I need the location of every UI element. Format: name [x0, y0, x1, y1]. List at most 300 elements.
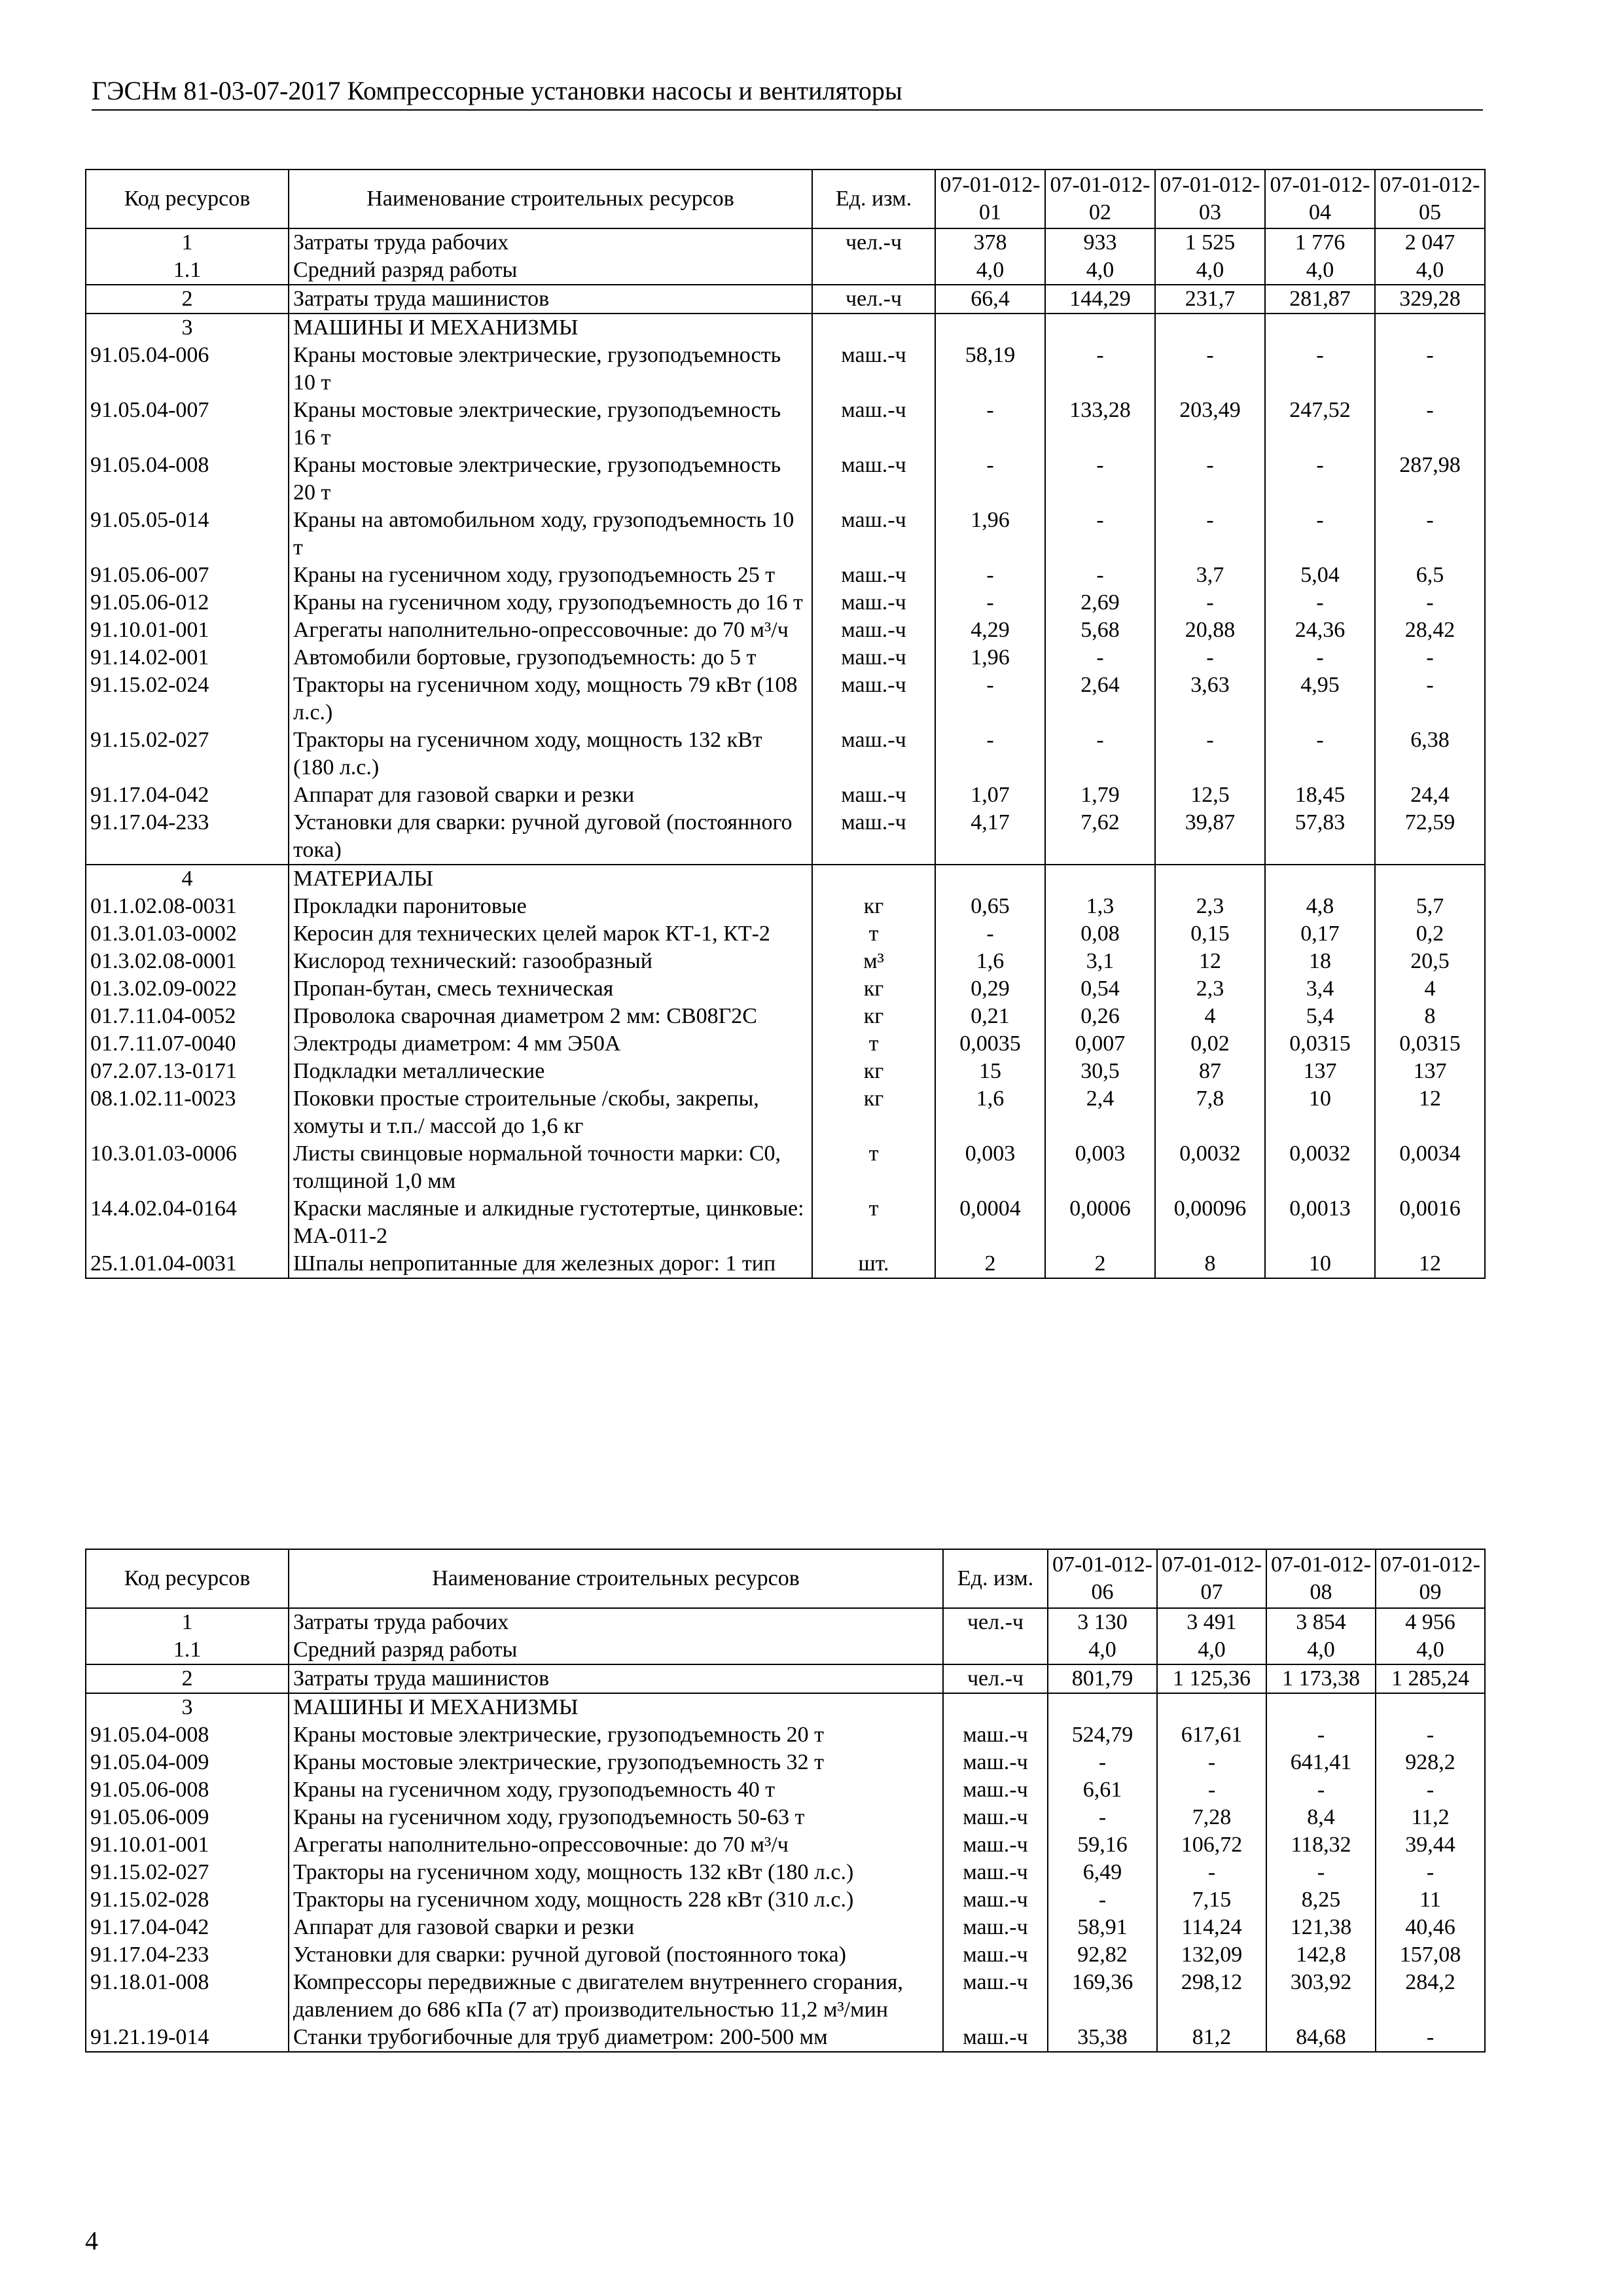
norm-value: 133,28 — [1045, 397, 1155, 452]
resource-name: Агрегаты наполнительно-опрессовочные: до 70 м³/ч — [289, 617, 812, 644]
norm-value: - — [1048, 1804, 1157, 1831]
resource-code: 91.05.04-008 — [86, 452, 289, 507]
resource-name: Краны на гусеничном ходу, грузоподъемность 25 т — [289, 562, 812, 589]
norm-value: 4,8 — [1265, 893, 1375, 920]
norm-value: 0,29 — [935, 975, 1045, 1003]
norm-value: 5,04 — [1265, 562, 1375, 589]
norm-value: - — [1265, 452, 1375, 507]
norm-value: 11,2 — [1376, 1804, 1485, 1831]
norm-value: 3 491 — [1157, 1608, 1266, 1636]
norm-value: 2,64 — [1045, 672, 1155, 726]
norm-value: - — [1265, 507, 1375, 562]
norm-value: 3,4 — [1265, 975, 1375, 1003]
resource-unit — [943, 1693, 1048, 1721]
norm-value: 0,0034 — [1375, 1140, 1485, 1195]
resource-unit: маш.-ч — [812, 809, 935, 865]
resource-code: 07.2.07.13-0171 — [86, 1058, 289, 1085]
norm-value: 3,63 — [1155, 672, 1265, 726]
resource-code: 01.3.01.03-0002 — [86, 920, 289, 948]
norm-value: 81,2 — [1157, 2024, 1266, 2052]
resource-name: Краны мостовые электрические, грузоподъемность 20 т — [289, 452, 812, 507]
norm-value: 203,49 — [1155, 397, 1265, 452]
norm-value: 617,61 — [1157, 1721, 1266, 1749]
resource-code: 01.3.02.08-0001 — [86, 948, 289, 975]
norm-value: 7,8 — [1155, 1085, 1265, 1140]
resource-unit: маш.-ч — [943, 1859, 1048, 1886]
norm-value: - — [1045, 562, 1155, 589]
norm-value: 1,6 — [935, 1085, 1045, 1140]
norm-value: - — [1375, 644, 1485, 672]
resource-name: Керосин для технических целей марок КТ-1, КТ-2 — [289, 920, 812, 948]
norm-value: - — [935, 589, 1045, 617]
norm-value: 5,4 — [1265, 1003, 1375, 1030]
norm-value: 137 — [1265, 1058, 1375, 1085]
norm-value: - — [1155, 644, 1265, 672]
norm-value: 0,54 — [1045, 975, 1155, 1003]
norm-value: 378 — [935, 228, 1045, 257]
norm-value: 0,0006 — [1045, 1195, 1155, 1250]
col-header-norm: 07-01-012-01 — [935, 170, 1045, 228]
resource-code: 91.10.01-001 — [86, 1831, 289, 1859]
norm-value: - — [1155, 452, 1265, 507]
resource-unit: маш.-ч — [943, 1969, 1048, 2024]
norm-value: 247,52 — [1265, 397, 1375, 452]
norm-value: 1 125,36 — [1157, 1664, 1266, 1693]
norm-value: 8 — [1155, 1250, 1265, 1278]
norm-value: 39,44 — [1376, 1831, 1485, 1859]
resource-unit — [812, 314, 935, 342]
norm-value: 4,0 — [935, 257, 1045, 285]
norm-value: 303,92 — [1266, 1969, 1376, 2024]
table-header-row — [86, 170, 1485, 228]
norm-value: - — [1266, 1859, 1376, 1886]
norm-value: - — [1376, 1721, 1485, 1749]
col-header-unit: Ед. изм. — [943, 1549, 1048, 1608]
norm-value: - — [935, 562, 1045, 589]
resource-code: 91.18.01-008 — [86, 1969, 289, 2024]
page-header: ГЭСНм 81-03-07-2017 Компрессорные установки насосы и вентиляторы — [92, 75, 1483, 111]
norm-value: - — [1265, 644, 1375, 672]
resource-unit: чел.-ч — [943, 1664, 1048, 1693]
norm-value: 137 — [1375, 1058, 1485, 1085]
norm-value: - — [1155, 726, 1265, 781]
resource-unit: маш.-ч — [812, 589, 935, 617]
table-row — [86, 1664, 1485, 1693]
norm-value: 24,36 — [1265, 617, 1375, 644]
col-header-name: Наименование строительных ресурсов — [289, 170, 812, 228]
norm-value: 87 — [1155, 1058, 1265, 1085]
table-row — [86, 1941, 1485, 1969]
norm-value — [1265, 314, 1375, 342]
resource-name: Тракторы на гусеничном ходу, мощность 79 кВт (108 л.с.) — [289, 672, 812, 726]
norm-value: 641,41 — [1266, 1749, 1376, 1776]
resource-code: 91.17.04-042 — [86, 781, 289, 809]
norm-value: - — [1376, 2024, 1485, 2052]
resource-code: 1.1 — [86, 257, 289, 285]
norm-value: 4 956 — [1376, 1608, 1485, 1636]
norm-value: - — [935, 726, 1045, 781]
resource-name: Кислород технический: газообразный — [289, 948, 812, 975]
norm-value: 6,5 — [1375, 562, 1485, 589]
norm-value: 2,3 — [1155, 893, 1265, 920]
resource-name: Компрессоры передвижные с двигателем внутреннего сгорания, давлением до 686 кПа (7 ат) производительностью 11,2 м³/мин — [289, 1969, 943, 2024]
table-row — [86, 1140, 1485, 1195]
resource-name: Аппарат для газовой сварки и резки — [289, 781, 812, 809]
resource-code: 01.3.02.09-0022 — [86, 975, 289, 1003]
norm-value — [1375, 314, 1485, 342]
norm-value: - — [1155, 589, 1265, 617]
norm-value: 1,3 — [1045, 893, 1155, 920]
norm-value: - — [1157, 1776, 1266, 1804]
norm-value: 20,88 — [1155, 617, 1265, 644]
resource-unit: маш.-ч — [943, 1804, 1048, 1831]
norm-value: 0,003 — [935, 1140, 1045, 1195]
norm-value: 524,79 — [1048, 1721, 1157, 1749]
resource-code: 91.15.02-024 — [86, 672, 289, 726]
resource-name: Краны мостовые электрические, грузоподъемность 32 т — [289, 1749, 943, 1776]
resource-name: Автомобили бортовые, грузоподъемность: до 5 т — [289, 644, 812, 672]
norm-value: - — [1375, 507, 1485, 562]
table-row — [86, 1721, 1485, 1749]
resource-name: Агрегаты наполнительно-опрессовочные: до 70 м³/ч — [289, 1831, 943, 1859]
norm-value: 66,4 — [935, 285, 1045, 314]
resource-code: 91.05.06-007 — [86, 562, 289, 589]
resource-name: МАШИНЫ И МЕХАНИЗМЫ — [289, 314, 812, 342]
norm-value: 4,17 — [935, 809, 1045, 865]
resource-name: Электроды диаметром: 4 мм Э50А — [289, 1030, 812, 1058]
resource-name: Затраты труда машинистов — [289, 1664, 943, 1693]
resource-unit: кг — [812, 1058, 935, 1085]
norm-value: - — [1155, 507, 1265, 562]
resource-unit: кг — [812, 893, 935, 920]
norm-value: 0,0016 — [1375, 1195, 1485, 1250]
norm-value: 0,2 — [1375, 920, 1485, 948]
table-row — [86, 562, 1485, 589]
col-header-unit: Ед. изм. — [812, 170, 935, 228]
table-row — [86, 507, 1485, 562]
norm-value: - — [1266, 1776, 1376, 1804]
norm-value: 10 — [1265, 1085, 1375, 1140]
resource-unit — [812, 865, 935, 893]
norm-value: 2,69 — [1045, 589, 1155, 617]
norm-value: 0,15 — [1155, 920, 1265, 948]
norm-value: - — [1376, 1776, 1485, 1804]
table-row — [86, 1914, 1485, 1941]
resource-name: Краны на гусеничном ходу, грузоподъемность 50-63 т — [289, 1804, 943, 1831]
resource-unit: маш.-ч — [812, 781, 935, 809]
norm-value: 0,65 — [935, 893, 1045, 920]
norm-value: - — [1045, 507, 1155, 562]
norm-value: 801,79 — [1048, 1664, 1157, 1693]
norm-value: 3 854 — [1266, 1608, 1376, 1636]
resource-unit: маш.-ч — [812, 726, 935, 781]
resource-name: Пропан-бутан, смесь техническая — [289, 975, 812, 1003]
norm-value: - — [1045, 452, 1155, 507]
norm-value: - — [1265, 589, 1375, 617]
norm-value: 4,0 — [1266, 1636, 1376, 1664]
resource-code: 3 — [86, 314, 289, 342]
norm-value: 5,68 — [1045, 617, 1155, 644]
resource-code: 91.05.06-012 — [86, 589, 289, 617]
table-row — [86, 1859, 1485, 1886]
norm-value: 15 — [935, 1058, 1045, 1085]
norm-value: 1,96 — [935, 507, 1045, 562]
resource-unit: т — [812, 920, 935, 948]
norm-value: 3,1 — [1045, 948, 1155, 975]
resource-unit: кг — [812, 1003, 935, 1030]
resource-unit: чел.-ч — [812, 228, 935, 257]
resource-name: Подкладки металлические — [289, 1058, 812, 1085]
norm-value: 35,38 — [1048, 2024, 1157, 2052]
norm-value: 59,16 — [1048, 1831, 1157, 1859]
table-row — [86, 1058, 1485, 1085]
norm-value — [1045, 865, 1155, 893]
resource-unit: маш.-ч — [812, 342, 935, 397]
norm-value: 4 — [1155, 1003, 1265, 1030]
norm-value: - — [1155, 342, 1265, 397]
resource-unit: т — [812, 1030, 935, 1058]
norm-value: - — [1045, 726, 1155, 781]
norm-value: 0,26 — [1045, 1003, 1155, 1030]
norm-value: 1 525 — [1155, 228, 1265, 257]
norm-value: 157,08 — [1376, 1941, 1485, 1969]
norm-value: 3 130 — [1048, 1608, 1157, 1636]
norm-value — [935, 865, 1045, 893]
norm-value: - — [1266, 1721, 1376, 1749]
resource-code: 91.15.02-028 — [86, 1886, 289, 1914]
table-row — [86, 644, 1485, 672]
norm-value — [1045, 314, 1155, 342]
norm-value: 84,68 — [1266, 2024, 1376, 2052]
col-header-norm: 07-01-012-04 — [1265, 170, 1375, 228]
resource-unit: маш.-ч — [943, 1914, 1048, 1941]
col-header-norm: 07-01-012-05 — [1375, 170, 1485, 228]
resource-name: Краны на гусеничном ходу, грузоподъемность до 16 т — [289, 589, 812, 617]
norm-value: 933 — [1045, 228, 1155, 257]
table-row — [86, 257, 1485, 285]
norm-value: 4,0 — [1155, 257, 1265, 285]
table-row — [86, 920, 1485, 948]
norm-value: 58,91 — [1048, 1914, 1157, 1941]
table-row — [86, 975, 1485, 1003]
resource-code: 91.05.04-008 — [86, 1721, 289, 1749]
norm-value: 4,0 — [1157, 1636, 1266, 1664]
resource-unit: маш.-ч — [943, 1721, 1048, 1749]
norm-value — [935, 314, 1045, 342]
norm-value: 6,61 — [1048, 1776, 1157, 1804]
norm-value: 1,6 — [935, 948, 1045, 975]
norm-value: 4,29 — [935, 617, 1045, 644]
norm-value: 24,4 — [1375, 781, 1485, 809]
norm-value — [1157, 1693, 1266, 1721]
resource-code: 2 — [86, 1664, 289, 1693]
resource-unit: маш.-ч — [943, 2024, 1048, 2052]
resource-name: Затраты труда машинистов — [289, 285, 812, 314]
table-row — [86, 342, 1485, 397]
norm-value: - — [1375, 397, 1485, 452]
norm-value: 0,0032 — [1265, 1140, 1375, 1195]
table-row — [86, 1250, 1485, 1278]
resource-unit: маш.-ч — [812, 644, 935, 672]
table-row — [86, 893, 1485, 920]
resource-unit: чел.-ч — [943, 1608, 1048, 1636]
norm-value: 4,0 — [1265, 257, 1375, 285]
norm-value: 2 — [1045, 1250, 1155, 1278]
norm-value: 0,00096 — [1155, 1195, 1265, 1250]
norm-value: 114,24 — [1157, 1914, 1266, 1941]
resource-unit: т — [812, 1140, 935, 1195]
col-header-norm: 07-01-012-03 — [1155, 170, 1265, 228]
resource-name: Краски масляные и алкидные густотертые, цинковые: МА-011-2 — [289, 1195, 812, 1250]
norm-value: 8,4 — [1266, 1804, 1376, 1831]
norm-value: - — [1157, 1749, 1266, 1776]
norm-value: - — [1375, 342, 1485, 397]
norm-value: 11 — [1376, 1886, 1485, 1914]
resource-unit: маш.-ч — [812, 452, 935, 507]
resource-code: 01.1.02.08-0031 — [86, 893, 289, 920]
table-row — [86, 228, 1485, 257]
norm-value: 58,19 — [935, 342, 1045, 397]
norm-value: 0,08 — [1045, 920, 1155, 948]
norm-value: - — [935, 672, 1045, 726]
table-row — [86, 314, 1485, 342]
resource-name: Краны на автомобильном ходу, грузоподъемность 10 т — [289, 507, 812, 562]
norm-value: 1,79 — [1045, 781, 1155, 809]
resource-code: 91.21.19-014 — [86, 2024, 289, 2052]
norm-value: 0,02 — [1155, 1030, 1265, 1058]
table-row — [86, 781, 1485, 809]
norm-value: 1,07 — [935, 781, 1045, 809]
resource-name: Краны мостовые электрические, грузоподъемность 20 т — [289, 1721, 943, 1749]
resource-code: 91.05.04-007 — [86, 397, 289, 452]
resource-code: 25.1.01.04-0031 — [86, 1250, 289, 1278]
table-row — [86, 1969, 1485, 2024]
col-header-name: Наименование строительных ресурсов — [289, 1549, 943, 1608]
resource-code: 91.15.02-027 — [86, 1859, 289, 1886]
norm-value — [1375, 865, 1485, 893]
norm-value: 7,28 — [1157, 1804, 1266, 1831]
norm-value: - — [935, 920, 1045, 948]
norm-value — [1048, 1693, 1157, 1721]
table-row — [86, 285, 1485, 314]
norm-value: 0,003 — [1045, 1140, 1155, 1195]
norm-value: 0,0315 — [1265, 1030, 1375, 1058]
norm-value: - — [1048, 1886, 1157, 1914]
table-row — [86, 1030, 1485, 1058]
resource-code: 08.1.02.11-0023 — [86, 1085, 289, 1140]
norm-value: - — [1157, 1859, 1266, 1886]
resource-unit: маш.-ч — [943, 1886, 1048, 1914]
resource-code: 91.17.04-233 — [86, 809, 289, 865]
resource-name: Тракторы на гусеничном ходу, мощность 132 кВт (180 л.с.) — [289, 1859, 943, 1886]
norm-value: 30,5 — [1045, 1058, 1155, 1085]
norm-value — [1155, 314, 1265, 342]
resource-unit: кг — [812, 1085, 935, 1140]
table-row — [86, 809, 1485, 865]
col-header-code: Код ресурсов — [86, 1549, 289, 1608]
table-row — [86, 1608, 1485, 1636]
norm-value: 144,29 — [1045, 285, 1155, 314]
norm-value: 4,95 — [1265, 672, 1375, 726]
resources-table-1 — [85, 169, 1486, 1279]
norm-value: 40,46 — [1376, 1914, 1485, 1941]
norm-value: 284,2 — [1376, 1969, 1485, 2024]
norm-value: 169,36 — [1048, 1969, 1157, 2024]
table-row — [86, 1636, 1485, 1664]
resource-name: МАШИНЫ И МЕХАНИЗМЫ — [289, 1693, 943, 1721]
norm-value: 0,0004 — [935, 1195, 1045, 1250]
resource-name: Станки трубогибочные для труб диаметром: 200-500 мм — [289, 2024, 943, 2052]
table-row — [86, 1085, 1485, 1140]
norm-value: 7,62 — [1045, 809, 1155, 865]
norm-value: 928,2 — [1376, 1749, 1485, 1776]
resource-name: МАТЕРИАЛЫ — [289, 865, 812, 893]
resource-name: Установки для сварки: ручной дуговой (постоянного тока) — [289, 1941, 943, 1969]
norm-value: 1,96 — [935, 644, 1045, 672]
norm-value: 0,0013 — [1265, 1195, 1375, 1250]
resource-name: Листы свинцовые нормальной точности марки: С0, толщиной 1,0 мм — [289, 1140, 812, 1195]
resource-code: 1 — [86, 1608, 289, 1636]
resource-unit: маш.-ч — [943, 1776, 1048, 1804]
resource-code: 3 — [86, 1693, 289, 1721]
norm-value: - — [1375, 672, 1485, 726]
resource-code: 91.05.04-009 — [86, 1749, 289, 1776]
norm-value: 7,15 — [1157, 1886, 1266, 1914]
norm-value — [1376, 1693, 1485, 1721]
resource-name: Краны на гусеничном ходу, грузоподъемность 40 т — [289, 1776, 943, 1804]
norm-value: 0,0032 — [1155, 1140, 1265, 1195]
norm-value: 4,0 — [1376, 1636, 1485, 1664]
table-row — [86, 1804, 1485, 1831]
norm-value: - — [1048, 1749, 1157, 1776]
norm-value: 106,72 — [1157, 1831, 1266, 1859]
norm-value: 118,32 — [1266, 1831, 1376, 1859]
norm-value: 1 776 — [1265, 228, 1375, 257]
resource-code: 91.05.05-014 — [86, 507, 289, 562]
resource-unit — [943, 1636, 1048, 1664]
table-row — [86, 397, 1485, 452]
resource-unit: шт. — [812, 1250, 935, 1278]
norm-value: 132,09 — [1157, 1941, 1266, 1969]
norm-value: 39,87 — [1155, 809, 1265, 865]
resource-code: 4 — [86, 865, 289, 893]
norm-value: 0,17 — [1265, 920, 1375, 948]
table-row — [86, 1831, 1485, 1859]
col-header-code: Код ресурсов — [86, 170, 289, 228]
norm-value: 12 — [1155, 948, 1265, 975]
col-header-norm: 07-01-012-07 — [1157, 1549, 1266, 1608]
norm-value: 0,007 — [1045, 1030, 1155, 1058]
norm-value: 231,7 — [1155, 285, 1265, 314]
norm-value: 6,38 — [1375, 726, 1485, 781]
norm-value: 298,12 — [1157, 1969, 1266, 2024]
table-row — [86, 1886, 1485, 1914]
norm-value: 329,28 — [1375, 285, 1485, 314]
resource-unit — [812, 257, 935, 285]
resource-unit: маш.-ч — [943, 1941, 1048, 1969]
resource-unit: маш.-ч — [812, 672, 935, 726]
resource-name: Средний разряд работы — [289, 1636, 943, 1664]
table-row — [86, 589, 1485, 617]
resource-unit: м³ — [812, 948, 935, 975]
norm-value: - — [1045, 644, 1155, 672]
resource-name: Краны мостовые электрические, грузоподъемность 16 т — [289, 397, 812, 452]
page-number: 4 — [85, 2226, 98, 2255]
norm-value: 92,82 — [1048, 1941, 1157, 1969]
col-header-norm: 07-01-012-06 — [1048, 1549, 1157, 1608]
resource-code: 91.14.02-001 — [86, 644, 289, 672]
resource-unit: маш.-ч — [812, 397, 935, 452]
